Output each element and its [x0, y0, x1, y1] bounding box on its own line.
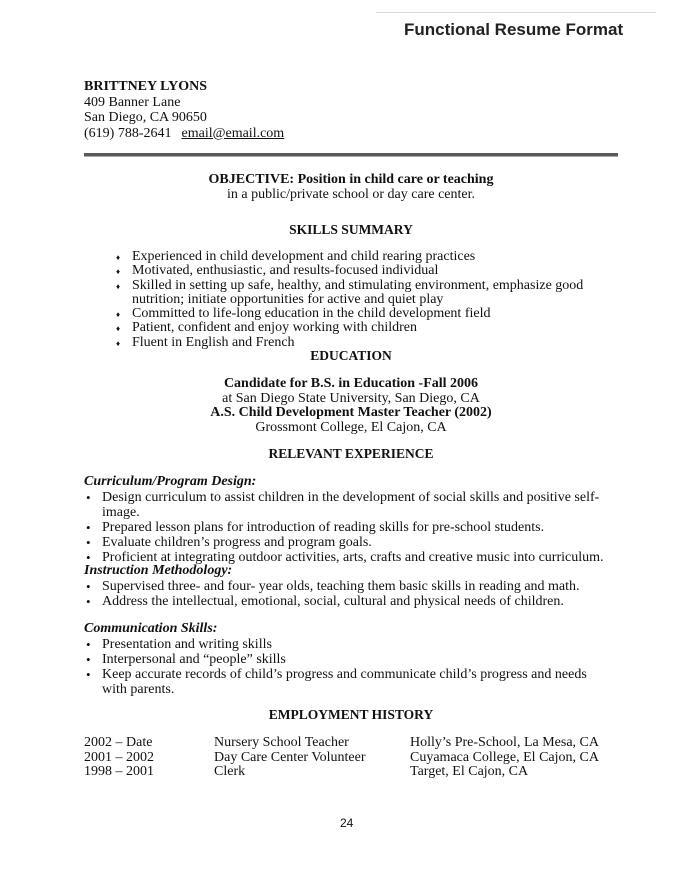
list-item: ♦ Skilled in setting up safe, healthy, and stimulating environment, emphasize good nutrition; initiate opportunities for active and quiet play [116, 279, 622, 308]
list-item: • Evaluate children’s progress and program goals. [84, 535, 612, 550]
list-item: ♦ Committed to life-long education in the child development field [116, 307, 622, 321]
skills-list [116, 250, 622, 350]
education-block [84, 377, 618, 435]
list-item: • Address the intellectual, emotional, social, cultural and physical needs of children. [84, 594, 612, 609]
city-address: San Diego, CA 90650 [84, 110, 207, 125]
instruction-list [84, 579, 612, 609]
page-number: 24 [340, 816, 354, 830]
experience-heading: RELEVANT EXPERIENCE [268, 446, 434, 461]
objective-block [84, 173, 618, 202]
experience-section-title: Curriculum/Program Design: [84, 474, 257, 489]
phone-number: (619) 788-2641 [84, 125, 172, 141]
list-item: • Interpersonal and “people” skills [84, 652, 612, 667]
communication-list [84, 637, 612, 697]
list-item: • Design curriculum to assist children in the development of social skills and positive self-image. [84, 490, 612, 520]
employment-heading: EMPLOYMENT HISTORY [268, 707, 434, 722]
education-heading: EDUCATION [310, 348, 392, 363]
header-divider [376, 12, 656, 13]
list-item: ♦ Patient, confident and enjoy working with children [116, 321, 622, 335]
experience-section-title: Instruction Methodology: [84, 563, 233, 578]
school-2: Grossmont College, El Cajon, CA [255, 419, 447, 435]
list-item: • Supervised three- and four- year olds, teaching them basic skills in reading and math. [84, 579, 612, 594]
applicant-name: BRITTNEY LYONS [84, 79, 208, 94]
table-row [84, 736, 620, 751]
street-address: 409 Banner Lane [84, 94, 181, 110]
list-item: • Prepared lesson plans for introduction of reading skills for pre-school students. [84, 520, 612, 535]
employment-role: Nursery School Teacher [214, 735, 349, 750]
section-divider [84, 153, 618, 157]
email-link[interactable]: email@email.com [181, 125, 285, 141]
employment-employer: Holly’s Pre-School, La Mesa, CA [410, 735, 599, 750]
objective-label: OBJECTIVE: Position in child care or teaching [208, 172, 494, 187]
employment-dates: 2002 – Date [84, 735, 153, 750]
employment-role: Day Care Center Volunteer [214, 749, 366, 765]
page-header-title: Functional Resume Format [404, 20, 624, 39]
employment-dates: 2001 – 2002 [84, 749, 154, 765]
list-item: • Presentation and writing skills [84, 637, 612, 652]
list-item: • Proficient at integrating outdoor activities, arts, crafts and creative music into curriculum. [84, 550, 612, 565]
skills-heading: SKILLS SUMMARY [289, 222, 413, 237]
phone-email-line [84, 126, 284, 142]
employment-table [84, 736, 620, 780]
list-item: • Keep accurate records of child’s progress and communicate child’s progress and needs with parents. [84, 667, 612, 697]
list-item: ♦ Fluent in English and French [116, 336, 622, 350]
curriculum-list [84, 490, 612, 565]
employment-employer: Target, El Cajon, CA [410, 764, 529, 779]
school-1: at San Diego State University, San Diego, CA [222, 390, 480, 406]
employment-employer: Cuyamaca College, El Cajon, CA [410, 749, 599, 765]
list-item: ♦ Experienced in child development and child rearing practices [116, 250, 622, 264]
table-row [84, 765, 620, 780]
degree-1: Candidate for B.S. in Education -Fall 2006 [223, 376, 479, 391]
employment-dates: 1998 – 2001 [84, 764, 154, 779]
employment-role: Clerk [214, 764, 246, 779]
degree-2: A.S. Child Development Master Teacher (2002) [210, 405, 492, 420]
objective-detail: in a public/private school or day care center. [226, 186, 475, 202]
contact-block [84, 79, 284, 141]
experience-section-title: Communication Skills: [84, 621, 218, 636]
list-item: ♦ Motivated, enthusiastic, and results-focused individual [116, 264, 622, 278]
table-row [84, 751, 620, 766]
